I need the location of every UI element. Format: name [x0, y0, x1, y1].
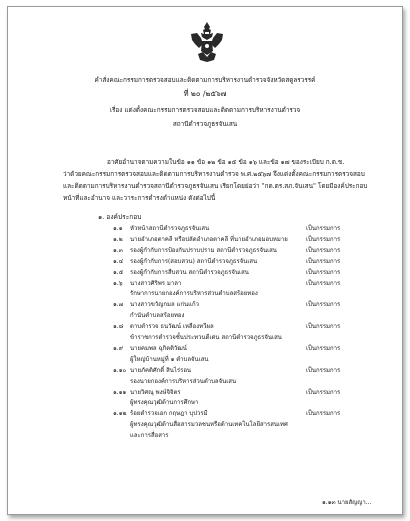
member-role: เป็นกรรมการ — [306, 279, 341, 287]
section-heading: ๑. องค์ประกอบ — [98, 213, 142, 221]
body-paragraph-line-2: ว่าด้วยคณะกรรมการตรวจสอบและติดตามการบริหารงานตำรวจ พ.ศ.๒๕๖๗ จึงแต่งตั้งคณะกรรมการตรวจสอบ — [63, 170, 365, 178]
member-name: นายอำเภอตาคลี หรือปลัดอำเภอตาคลี ที่นายอำเภอมอบหมาย — [130, 235, 288, 243]
member-number: ๑.๓ — [113, 246, 123, 254]
member-position: ข้าราชการตำรวจชั้นประทวนดีเด่น สถานีตำรวจภูธรจันเสน — [130, 334, 282, 341]
member-name: นางสาวศิริพร มาลา — [130, 279, 182, 287]
member-row — [0, 344, 410, 353]
member-number: ๑.๔ — [113, 257, 124, 265]
member-name: ร้อยตำรวจเอก กฤษฎา บุปวรมี — [130, 410, 208, 418]
member-name: รองผู้กำกับการ(สอบสวน) สถานีตำรวจภูธรจันเสน — [130, 257, 258, 265]
member-number: ๑.๒ — [113, 235, 123, 243]
member-role: เป็นกรรมการ — [306, 366, 341, 374]
member-row — [0, 279, 410, 288]
member-number: ๑.๑๐ — [113, 366, 127, 374]
member-name: รองผู้กำกับการป้องกันปราบปราม สถานีตำรวจภูธรจันเสน — [130, 246, 277, 254]
member-number: ๑.๕ — [113, 268, 124, 276]
member-row — [0, 268, 410, 277]
member-number: ๑.๑๒ — [113, 410, 127, 418]
member-name: นางสาวขวัญกมล แก่นแก้ว — [130, 301, 200, 309]
member-role: เป็นกรรมการ — [306, 268, 341, 276]
member-number: ๑.๘ — [113, 323, 124, 331]
member-position: ผู้ทรงคุณวุฒิด้านการศึกษา — [130, 399, 199, 407]
member-number: ๑.๖ — [113, 279, 123, 287]
member-row — [0, 235, 410, 244]
member-row — [0, 366, 410, 375]
member-number: ๑.๑๑ — [113, 388, 127, 396]
member-position: กำนันตำบลสร้อยทอง — [130, 312, 185, 320]
member-position: ผู้ทรงคุณวุฒิด้านสื่อสารมวลชนหรือด้านเทคโนโลยีสารสนเทศ — [130, 421, 288, 429]
member-name: รองผู้กำกับการสืบสวน สถานีตำรวจภูธรจันเสน — [130, 268, 249, 276]
member-row — [0, 409, 410, 418]
member-position: และการสื่อสาร — [130, 432, 169, 440]
member-name: ดาบตำรวจ ธนวัฒน์ เหลืองทวีผล — [130, 323, 214, 331]
member-row — [0, 322, 410, 331]
member-role: เป็นกรรมการ — [306, 388, 341, 396]
member-role: เป็นกรรมการ — [306, 257, 341, 265]
body-paragraph-line-3: และติดตามการบริหารงานตำรวจสถานีตำรวจภูธรจันเสน เรียกโดยย่อว่า "กต.ตร.สภ.จันเสน" โดยมีองค์ประกอบ — [63, 182, 368, 190]
member-role: เป็นกรรมการ — [306, 344, 341, 352]
member-number: ๑.๙ — [113, 344, 124, 352]
member-row — [0, 224, 410, 233]
order-number: ที่ ๒๐ /๒๕๖๗ — [183, 89, 227, 98]
member-position: รองนายกองค์การบริหารส่วนตำบลจันเสน — [130, 377, 237, 385]
member-name: นายคมพล ฉุกิตติวัฒน์ — [130, 344, 187, 352]
member-role: เป็นกรรมการ — [306, 301, 341, 309]
garuda-emblem — [189, 20, 225, 64]
member-role: เป็นกรรมการ — [306, 323, 341, 331]
member-row — [0, 246, 410, 255]
member-number: ๑.๗ — [113, 301, 124, 309]
member-name: หัวหน้าสถานีตำรวจภูธรจันเสน — [130, 225, 210, 232]
member-role: เป็นกรรมการ — [306, 410, 341, 418]
member-position: ผู้ใหญ่บ้านหมู่ที่ ๑ ตำบลจันเสน — [130, 355, 209, 363]
member-number: ๑.๑ — [113, 225, 123, 232]
body-paragraph-line-1: อาศัยอำนาจตามความในข้อ ๑๑ ข้อ ๑๒ ข้อ ๑๕ ข้อ ๑๖ และข้อ ๑๗ ของระเบียบ ก.ต.ช. — [107, 158, 345, 166]
member-position: รักษาการนายกองค์การบริหารส่วนตำบลสร้อยทอง — [130, 290, 258, 298]
member-row — [0, 300, 410, 309]
member-name: นายภัคติศักดิ์ สินไร่รอน — [130, 366, 192, 374]
member-role: เป็นกรรมการ — [306, 235, 341, 243]
member-row — [0, 257, 410, 266]
subject-line-2: สถานีตำรวจภูธรจันเสน — [172, 120, 238, 128]
member-name: นายวิศณุ พงษ์จิจิตร — [130, 388, 181, 396]
member-role: เป็นกรรมการ — [306, 225, 341, 232]
order-title: คำสั่งคณะกรรมการตรวจสอบและติดตามการบริหารงานตำรวจจังหวัดสตูลรวรรค์ — [94, 76, 316, 84]
subject-line-1: เรื่อง แต่งตั้งคณะกรรมการตรวจสอบและติดตามการบริหารงานตำรวจ — [109, 106, 301, 114]
body-paragraph-line-4: หน้าที่และอำนาจ และวาระการดำรงตำแหน่ง ดังต่อไปนี้ — [63, 194, 216, 202]
member-row — [0, 388, 410, 397]
continuation-text: ๑.๑๓ นายสัญญา... — [322, 499, 372, 506]
member-role: เป็นกรรมการ — [306, 246, 341, 254]
